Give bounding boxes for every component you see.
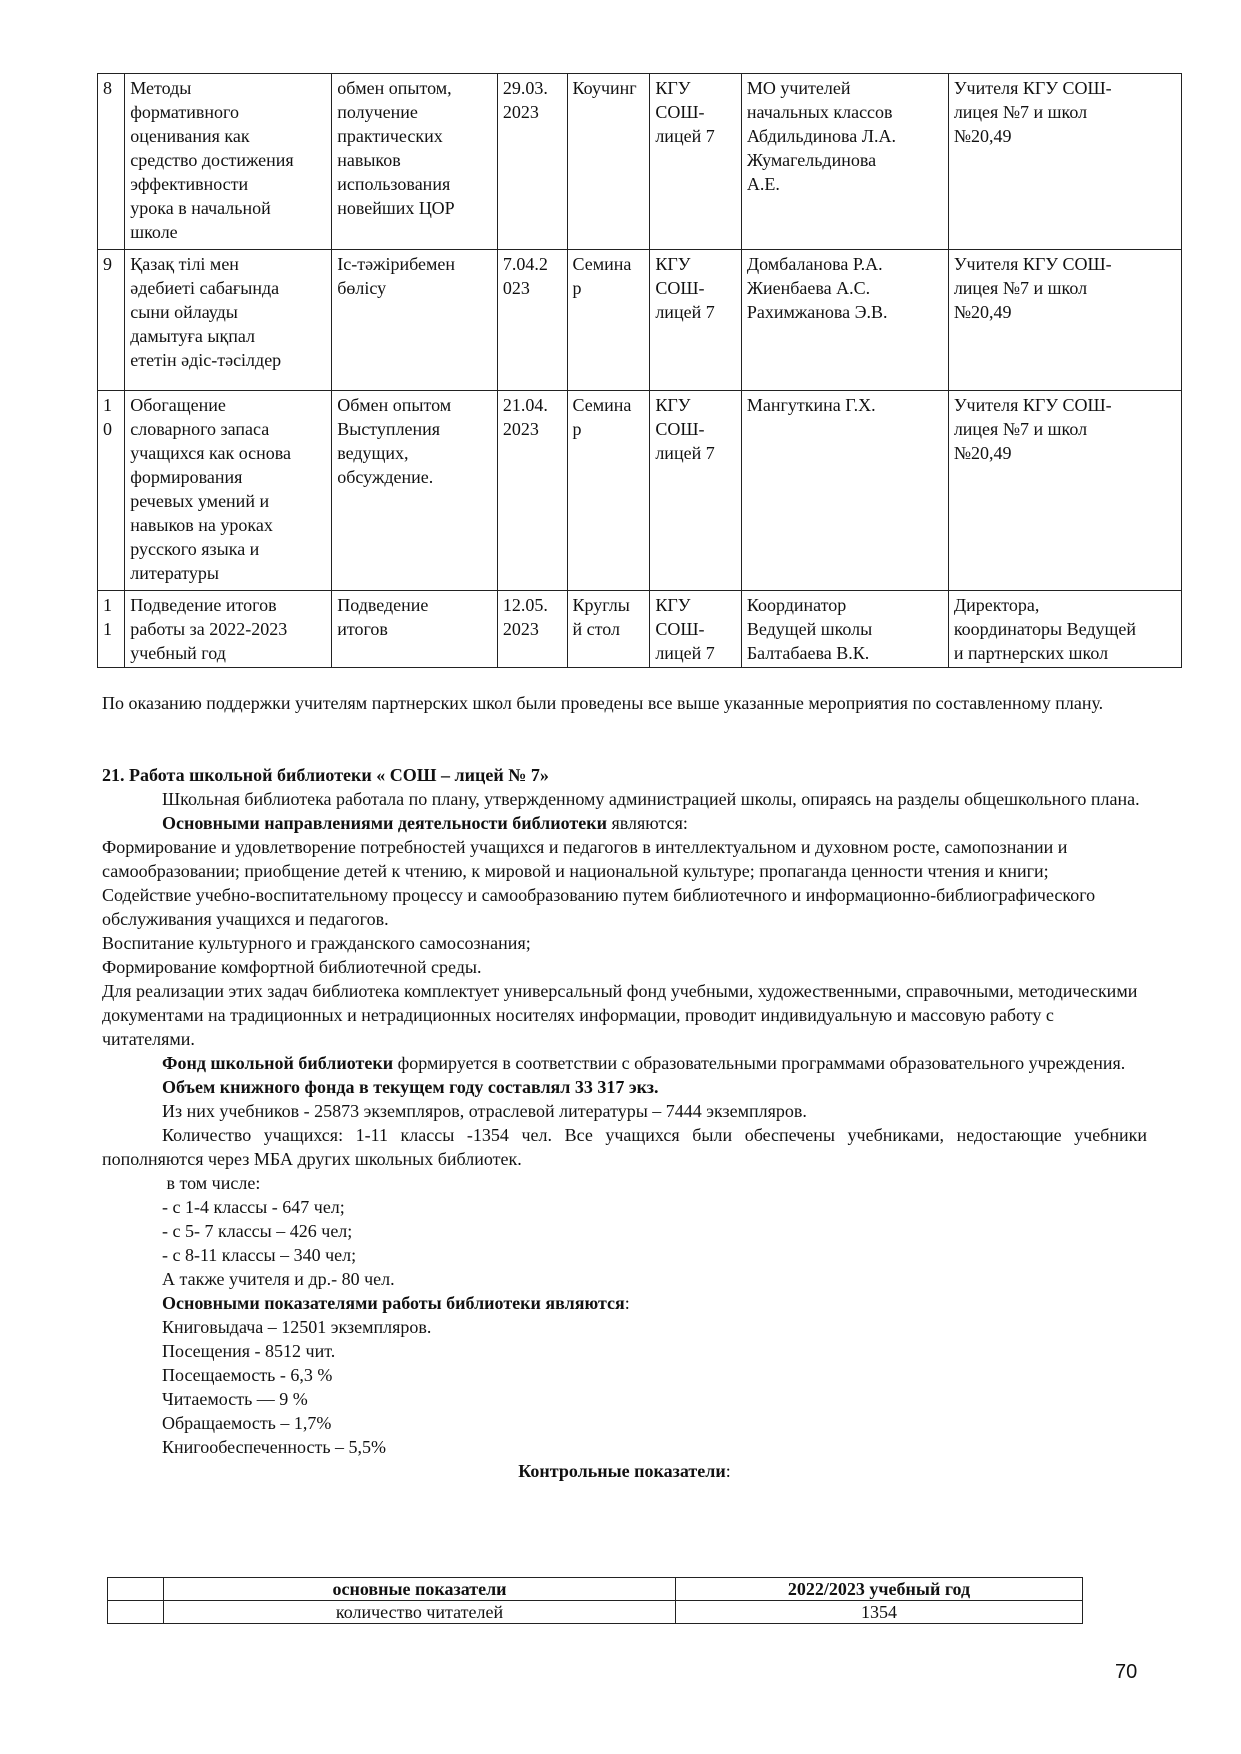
indicator-item: Посещаемость - 6,3 % [162,1365,333,1385]
breakdown-item: - с 5- 7 классы – 426 чел; [162,1221,353,1241]
students-paragraph: Количество учащихся: 1-11 классы -1354 чел. Все учащихся были обеспечены учебниками, недостающие учебники пополняются через МБА других школьных библиотек. [102,1125,1147,1169]
directions-bold: Основными направлениями деятельности библиотеки [162,813,607,833]
table-row [108,1601,1083,1624]
indicators-heading [102,1291,1147,1315]
indicator-item: Обращаемость – 1,7% [162,1413,332,1433]
library-section [102,763,1147,1483]
row-number: 8 [98,74,125,250]
table-row [98,591,1182,668]
event-participants: Учителя КГУ СОШ- лицея №7 и школ №20,49 [948,74,1181,250]
table-cell [108,1601,164,1624]
intro-paragraph: Школьная библиотека работала по плану, утвержденному администрацией школы, опираясь на разделы общешкольного плана. [162,789,1140,809]
fund-bold: Фонд школьной библиотеки [162,1053,394,1073]
event-form: Семина р [567,250,650,391]
indicator-item: Книгообеспеченность – 5,5% [162,1437,387,1457]
directions-heading [102,811,1147,835]
directions-rest: являются: [606,813,688,833]
table-cell: 1354 [676,1601,1083,1624]
event-goal: Подведение итогов [332,591,498,668]
breakdown-item: в том числе: [162,1173,261,1193]
direction-item: Воспитание культурного и гражданского самосознания; [102,933,531,953]
fund-paragraph [102,1051,1147,1075]
direction-item: Формирование и удовлетворение потребностей учащихся и педагогов в интеллектуальном и духовном росте, самопознании и самообразовании; приобщение детей к чтению, к мировой и национальной культуре; пропаганда ценности чтения и книги; [102,837,1068,881]
header-cell [108,1578,164,1601]
breakdown-item: - с 1-4 классы - 647 чел; [162,1197,345,1217]
event-place: КГУ СОШ- лицей 7 [650,591,742,668]
indicator-item: Книговыдача – 12501 экземпляров. [162,1317,432,1337]
direction-item: Содействие учебно-воспитательному процессу и самообразованию путем библиотечного и информационно-библиографического обслуживания учащихся и педагогов. [102,885,1096,929]
event-topic: Қазақ тілі мен әдебиеті сабағында сыни ойлауды дамытуға ықпал ететін әдіс-тәсілдер [125,250,332,391]
event-form: Семина р [567,391,650,591]
event-place: КГУ СОШ- лицей 7 [650,74,742,250]
header-cell: 2022/2023 учебный год [676,1578,1083,1601]
event-responsible: МО учителей начальных классов Абдильдинова Л.А. Жумагельдинова А.Е. [741,74,948,250]
table-header-row [108,1578,1083,1601]
event-topic: Подведение итогов работы за 2022-2023 учебный год [125,591,332,668]
event-date: 12.05. 2023 [497,591,567,668]
breakdown-item: - с 8-11 классы – 340 чел; [162,1245,357,1265]
table-row [98,391,1182,591]
event-topic: Обогащение словарного запаса учащихся как основа формирования речевых умений и навыков на уроках русского языка и литературы [125,391,332,591]
direction-item: Для реализации этих задач библиотека комплектует универсальный фонд учебными, художественными, справочными, методическими документами на традиционных и нетрадиционных носителях информации, проводит индивидуальную и массовую работу с читателями. [102,981,1138,1049]
section-heading: 21. Работа школьной библиотеки « СОШ – лицей № 7» [102,765,549,785]
event-topic: Методы формативного оценивания как средство достижения эффективности урока в начальной школе [125,74,332,250]
row-number: 9 [98,250,125,391]
event-date: 29.03. 2023 [497,74,567,250]
volume-heading: Объем книжного фонда в текущем году составлял 33 317 экз. [162,1077,659,1097]
header-cell: основные показатели [164,1578,676,1601]
event-participants: Учителя КГУ СОШ- лицея №7 и школ №20,49 [948,391,1181,591]
event-goal: Іс-тәжірибемен бөлісу [332,250,498,391]
table-cell: количество читателей [164,1601,676,1624]
event-form: Коучинг [567,74,650,250]
control-title-bold: Контрольные показатели [518,1461,726,1481]
event-responsible: Мангуткина Г.Х. [741,391,948,591]
event-date: 21.04. 2023 [497,391,567,591]
table-row [98,250,1182,391]
control-title-rest: : [725,1461,731,1481]
event-responsible: Домбаланова Р.А. Жиенбаева А.С. Рахимжанова Э.В. [741,250,948,391]
event-goal: Обмен опытом Выступления ведущих, обсуждение. [332,391,498,591]
event-date: 7.04.2 023 [497,250,567,391]
volume-detail: Из них учебников - 25873 экземпляров, отраслевой литературы – 7444 экземпляров. [162,1101,807,1121]
direction-item: Формирование комфортной библиотечной среды. [102,957,482,977]
indicators-rest: : [624,1293,630,1313]
page-number: 70 [1115,1661,1138,1683]
control-title [102,1459,1147,1483]
indicators-bold: Основными показателями работы библиотеки являются [162,1293,625,1313]
support-paragraph [102,691,1147,715]
event-form: Круглы й стол [567,591,650,668]
control-table [107,1577,1083,1624]
fund-rest: формируется в соответствии с образовательными программами образовательного учреждения. [393,1053,1126,1073]
indicator-item: Посещения - 8512 чит. [162,1341,336,1361]
table-row [98,74,1182,250]
indicator-item: Читаемость — 9 % [162,1389,308,1409]
events-table [97,73,1182,668]
row-number: 11 [98,591,125,668]
event-responsible: Координатор Ведущей школы Балтабаева В.К. [741,591,948,668]
breakdown-item: А также учителя и др.- 80 чел. [162,1269,395,1289]
row-number: 10 [98,391,125,591]
event-goal: обмен опытом, получение практических навыков использования новейших ЦОР [332,74,498,250]
event-place: КГУ СОШ- лицей 7 [650,250,742,391]
event-participants: Учителя КГУ СОШ- лицея №7 и школ №20,49 [948,250,1181,391]
support-text: По оказанию поддержки учителям партнерских школ были проведены все выше указанные мероприятия по составленному плану. [102,693,1104,713]
event-participants: Директора, координаторы Ведущей и партнерских школ [948,591,1181,668]
event-place: КГУ СОШ- лицей 7 [650,391,742,591]
